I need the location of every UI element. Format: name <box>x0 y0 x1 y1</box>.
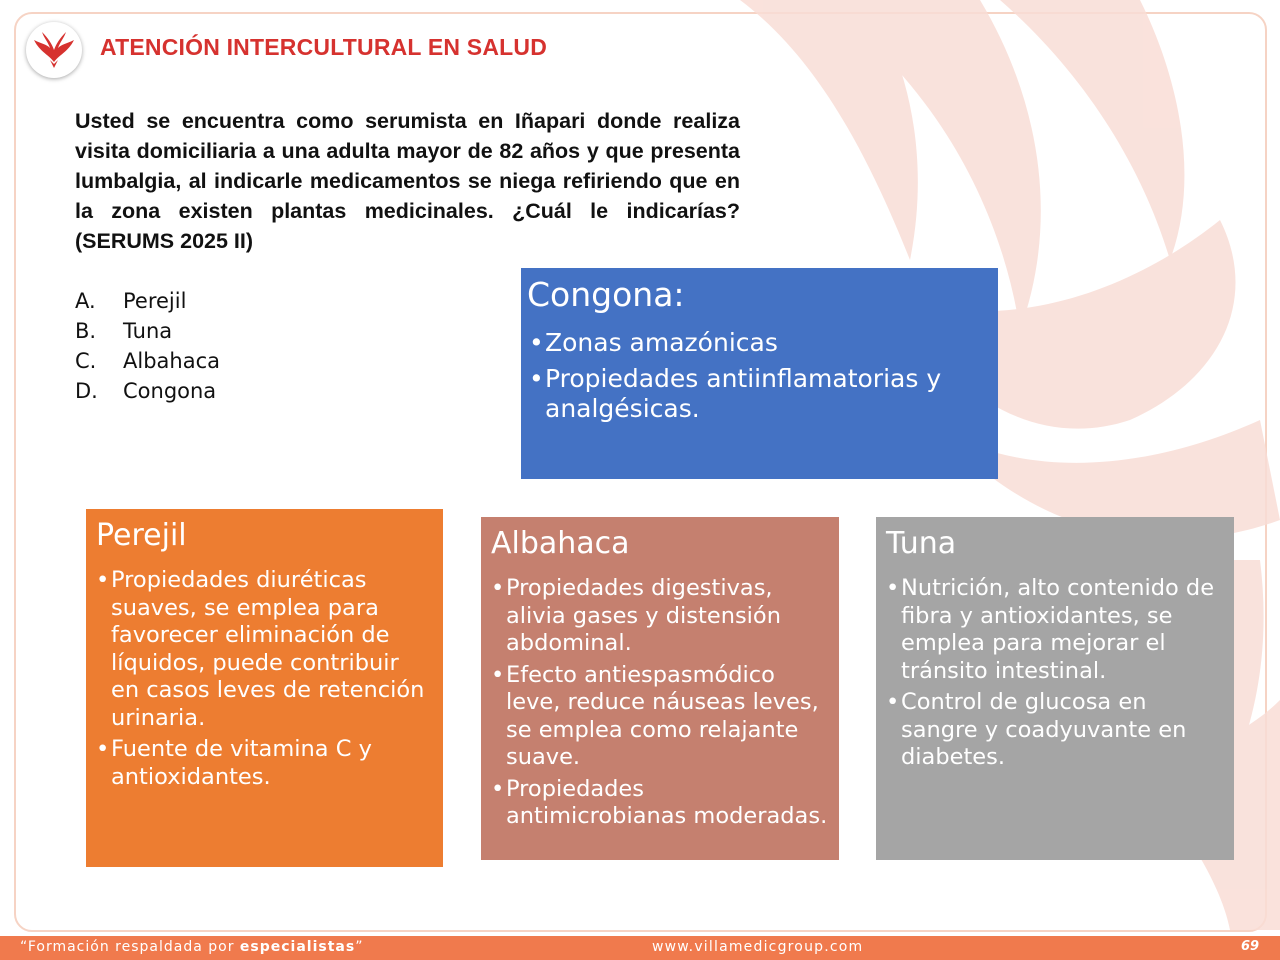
card-albahaca <box>481 517 839 860</box>
option-letter: D. <box>75 379 98 403</box>
option-label: Tuna <box>123 319 173 343</box>
slogan-start: “Formación respaldada por <box>20 939 240 955</box>
footer-slogan <box>20 939 363 955</box>
option-b <box>75 316 220 346</box>
bullet-item: • Efecto antiespasmódico leve, reduce náuseas leves, se emplea como relajante suave. <box>491 662 829 772</box>
card-perejil <box>86 509 443 867</box>
page-number: 69 <box>1241 939 1260 954</box>
card-bullets <box>491 575 829 831</box>
page-title: ATENCIÓN INTERCULTURAL EN SALUD <box>100 34 548 60</box>
option-a <box>75 286 220 316</box>
option-letter: C. <box>75 349 97 373</box>
option-d <box>75 376 220 406</box>
answer-options <box>75 286 220 406</box>
footer-bar <box>0 936 1280 960</box>
footer-website[interactable]: www.villamedicgroup.com <box>652 939 864 955</box>
logo <box>26 22 82 78</box>
bullet-item: • Control de glucosa en sangre y coadyuvante en diabetes. <box>886 689 1224 772</box>
bullet-item: • Fuente de vitamina C y antioxidantes. <box>96 736 433 791</box>
slogan-end: ” <box>355 939 364 955</box>
bullet-item: • Propiedades antimicrobianas moderadas. <box>491 776 829 831</box>
card-title: Tuna <box>886 526 957 561</box>
bullet-item: • Propiedades diuréticas suaves, se emplea para favorecer eliminación de líquidos, puede contribuir en casos leves de retención urinaria. <box>96 567 433 732</box>
card-bullets <box>529 328 990 424</box>
option-label: Congona <box>123 379 217 403</box>
phoenix-logo-icon <box>34 32 74 68</box>
option-c <box>75 346 220 376</box>
card-title: Perejil <box>96 518 187 553</box>
question-source: (SERUMS 2025 II) <box>75 229 254 253</box>
option-label: Perejil <box>123 289 187 313</box>
bullet-item: • Zonas amazónicas <box>529 328 990 358</box>
card-bullets <box>96 567 433 791</box>
option-letter: B. <box>75 319 97 343</box>
bullet-item: • Propiedades digestivas, alivia gases y distensión abdominal. <box>491 575 829 658</box>
option-letter: A. <box>75 289 96 313</box>
card-bullets <box>886 575 1224 772</box>
bullet-item: • Nutrición, alto contenido de fibra y antioxidantes, se emplea para mejorar el tránsito intestinal. <box>886 575 1224 685</box>
card-title: Congona: <box>527 275 685 314</box>
question-body: Usted se encuentra como serumista en Iñapari donde realiza visita domiciliaria a una adulta mayor de 82 años y que presenta lumbalgia, al indicarle medicamentos se niega refiriendo que en la zona existen plantas medicinales. ¿Cuál le indicarías? <box>75 109 740 223</box>
card-title: Albahaca <box>491 526 630 561</box>
card-congona <box>521 268 998 479</box>
slogan-bold: especialistas <box>239 939 356 955</box>
option-label: Albahaca <box>123 349 220 373</box>
question-text <box>75 106 740 256</box>
bullet-item: • Propiedades antiinflamatorias y analgésicas. <box>529 364 990 424</box>
card-tuna <box>876 517 1234 860</box>
